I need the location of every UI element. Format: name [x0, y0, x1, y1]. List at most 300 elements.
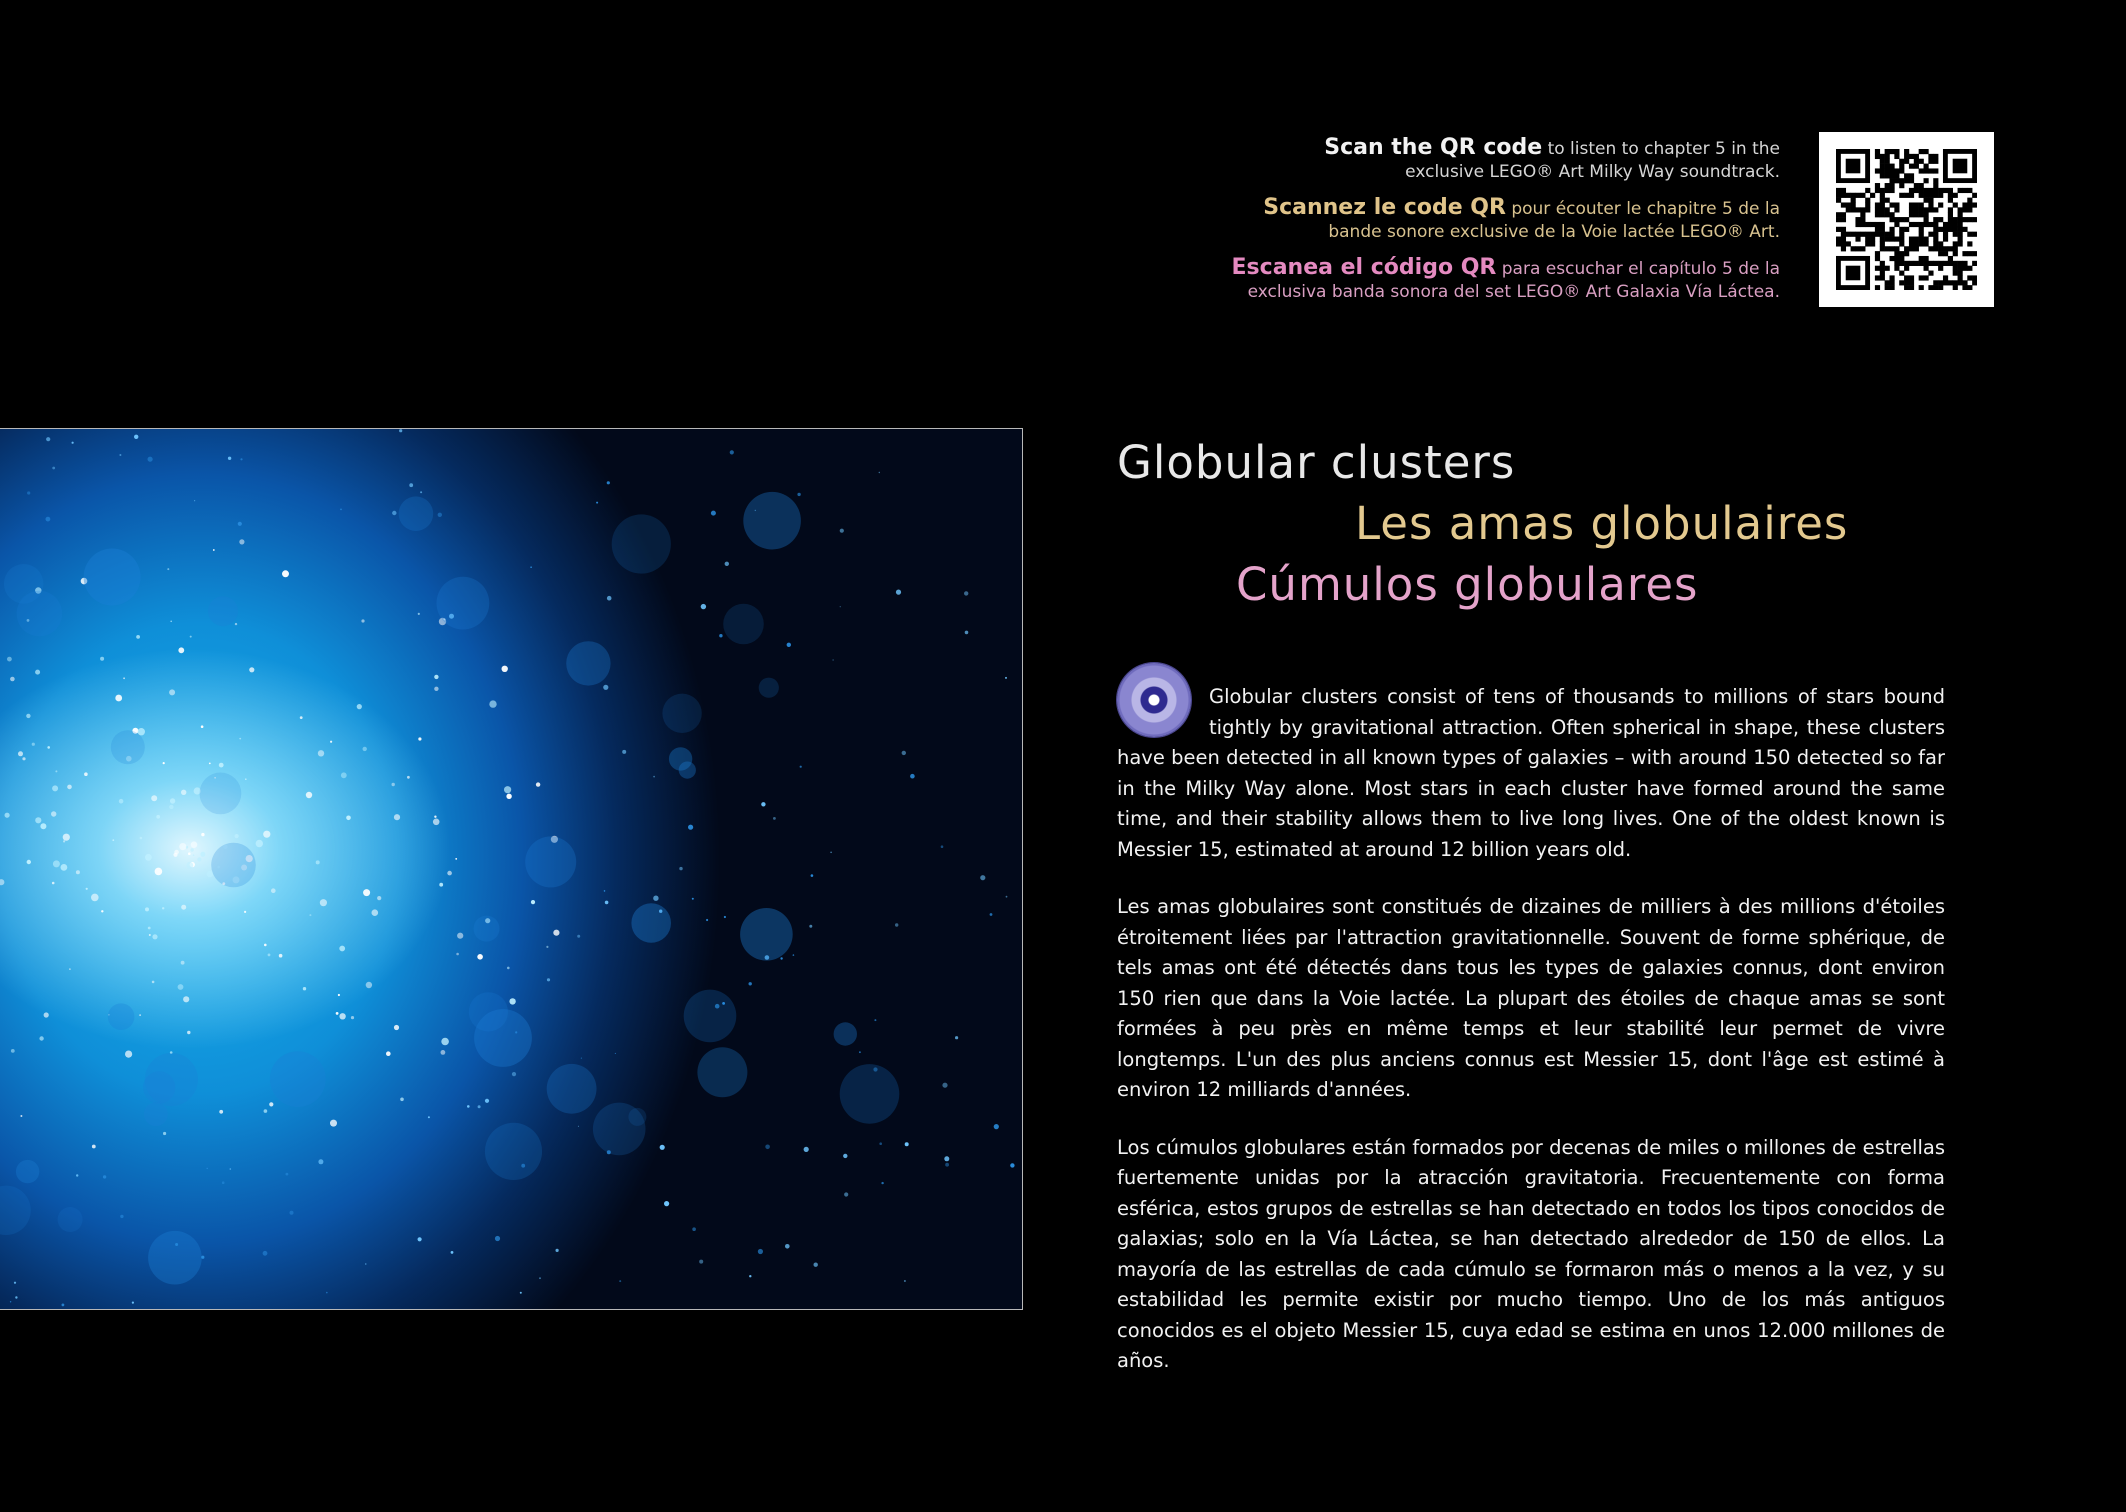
star — [134, 435, 138, 439]
star — [5, 813, 10, 818]
qr-module — [1880, 261, 1885, 266]
star — [840, 529, 844, 533]
star — [765, 1145, 770, 1150]
star — [235, 623, 237, 625]
qr-module — [1841, 193, 1846, 198]
star — [467, 1105, 470, 1108]
qr-module — [1860, 193, 1865, 198]
star — [207, 871, 213, 877]
qr-module — [1938, 251, 1943, 256]
qr-module — [1967, 232, 1972, 237]
qr-module — [1904, 149, 1909, 154]
qr-module — [1894, 222, 1899, 227]
qr-module — [1958, 237, 1963, 242]
qr-module — [1928, 271, 1933, 276]
qr-module — [1933, 246, 1938, 251]
qr-module — [1933, 285, 1938, 290]
star — [136, 635, 140, 639]
qr-module — [1928, 159, 1933, 164]
star — [340, 509, 342, 511]
qr-module — [1889, 168, 1894, 173]
star — [152, 981, 155, 984]
star — [40, 823, 46, 829]
qr-module — [1972, 275, 1977, 280]
star — [18, 751, 23, 756]
nebula-glow — [723, 604, 764, 645]
star — [879, 1142, 882, 1145]
qr-module — [1836, 217, 1841, 222]
qr-module — [1919, 202, 1924, 207]
qr-module — [1860, 207, 1865, 212]
qr-module — [1914, 188, 1919, 193]
star — [536, 782, 540, 786]
qr-module — [1938, 280, 1943, 285]
star — [187, 1031, 190, 1034]
qr-module — [1924, 222, 1929, 227]
star — [290, 1211, 294, 1215]
star — [52, 467, 55, 470]
qr-module — [1967, 251, 1972, 256]
star — [123, 677, 125, 679]
qr-module — [1904, 193, 1909, 198]
qr-module — [1880, 241, 1885, 246]
star — [944, 1156, 949, 1161]
star — [125, 1051, 132, 1058]
nebula-glow — [17, 591, 63, 637]
star — [905, 1142, 909, 1146]
qr-module — [1899, 241, 1904, 246]
qr-module — [1860, 217, 1865, 222]
star — [438, 513, 442, 517]
qr-module — [1904, 251, 1909, 256]
qr-module — [1851, 207, 1856, 212]
nebula-glow — [437, 577, 490, 630]
star — [140, 837, 143, 840]
nebula-glow — [740, 908, 793, 961]
qr-module — [1953, 251, 1958, 256]
qr-module — [1943, 227, 1948, 232]
qr-module — [1933, 217, 1938, 222]
qr-module — [1919, 227, 1924, 232]
nebula-glow — [148, 1231, 202, 1285]
star — [955, 1036, 958, 1039]
qr-module — [1846, 193, 1851, 198]
qr-module — [1924, 261, 1929, 266]
star — [692, 898, 694, 900]
star — [92, 1145, 96, 1149]
qr-module — [1928, 232, 1933, 237]
qr-module — [1846, 232, 1851, 237]
qr-module — [1855, 246, 1860, 251]
star — [152, 934, 157, 939]
star — [320, 899, 327, 906]
qr-module — [1928, 202, 1933, 207]
star — [394, 1025, 399, 1030]
star — [502, 666, 508, 672]
star — [170, 621, 172, 623]
star — [420, 491, 422, 493]
qr-module — [1958, 217, 1963, 222]
qr-module — [1919, 237, 1924, 242]
star — [797, 493, 800, 496]
qr-module — [1889, 188, 1894, 193]
star — [240, 458, 242, 460]
qr-module — [1889, 202, 1894, 207]
star — [20, 1115, 22, 1117]
qr-instruction-en-text-2: exclusive LEGO® Art Milky Way soundtrack. — [1405, 162, 1780, 182]
qr-code-pattern — [1836, 149, 1977, 290]
star — [578, 1126, 579, 1127]
qr-module — [1841, 217, 1846, 222]
star — [833, 659, 834, 660]
qr-module — [1894, 217, 1899, 222]
qr-module — [1914, 202, 1919, 207]
qr-module — [1894, 246, 1899, 251]
star — [148, 927, 151, 930]
star — [51, 811, 56, 816]
star — [942, 1083, 947, 1088]
star — [263, 1251, 268, 1256]
qr-module — [1894, 173, 1899, 178]
qr-module — [1967, 202, 1972, 207]
star — [902, 751, 906, 755]
star — [145, 907, 149, 911]
star — [546, 946, 548, 948]
star — [377, 896, 381, 900]
star — [86, 888, 88, 890]
qr-module — [1909, 280, 1914, 285]
star — [539, 1277, 541, 1279]
qr-module — [1851, 232, 1856, 237]
qr-module — [1889, 164, 1894, 169]
star — [361, 619, 364, 622]
star — [392, 511, 396, 515]
nebula-glow — [0, 1186, 31, 1235]
star — [619, 1280, 621, 1282]
qr-module — [1880, 227, 1885, 232]
star — [286, 1173, 289, 1176]
star — [219, 763, 224, 768]
qr-module — [1865, 222, 1870, 227]
qr-module — [1851, 202, 1856, 207]
qr-module — [1958, 207, 1963, 212]
qr-module — [1885, 237, 1890, 242]
qr-module — [1972, 193, 1977, 198]
qr-module — [1962, 251, 1967, 256]
qr-module — [1953, 241, 1958, 246]
star — [351, 1016, 354, 1019]
star — [346, 816, 351, 821]
star — [91, 894, 99, 902]
qr-module — [1885, 159, 1890, 164]
qr-module — [1904, 266, 1909, 271]
qr-module — [1972, 202, 1977, 207]
star — [76, 1174, 78, 1176]
qr-module — [1967, 285, 1972, 290]
qr-module — [1967, 207, 1972, 212]
qr-module — [1933, 261, 1938, 266]
qr-module — [1938, 227, 1943, 232]
qr-module — [1938, 193, 1943, 198]
qr-module — [1919, 149, 1924, 154]
star — [115, 695, 122, 702]
qr-module — [1924, 164, 1929, 169]
qr-module — [1904, 280, 1909, 285]
star — [945, 1163, 949, 1167]
qr-module — [1885, 173, 1890, 178]
star — [980, 875, 985, 880]
star — [156, 815, 160, 819]
paragraph-english — [1117, 682, 1945, 865]
qr-instruction-en-bold: Scan the QR code — [1324, 135, 1543, 160]
star — [489, 700, 496, 707]
qr-module — [1958, 227, 1963, 232]
qr-module — [1914, 222, 1919, 227]
qr-module — [1928, 246, 1933, 251]
qr-module — [1899, 237, 1904, 242]
qr-module — [1953, 222, 1958, 227]
qr-module — [1924, 207, 1929, 212]
qr-module — [1899, 164, 1904, 169]
star — [101, 910, 103, 912]
star — [46, 517, 51, 522]
nebula-glow — [58, 1207, 83, 1232]
star — [103, 1175, 106, 1178]
star — [904, 1280, 906, 1282]
qr-module — [1909, 212, 1914, 217]
qr-module — [1948, 280, 1953, 285]
star — [282, 570, 289, 577]
qr-module — [1875, 275, 1880, 280]
star — [330, 1120, 337, 1127]
qr-module — [1875, 154, 1880, 159]
qr-module — [1899, 193, 1904, 198]
star — [724, 916, 726, 918]
qr-module — [1889, 285, 1894, 290]
star — [706, 919, 708, 921]
qr-module — [1880, 275, 1885, 280]
star — [749, 982, 752, 985]
star — [409, 483, 413, 487]
qr-module — [1919, 207, 1924, 212]
title-french: Les amas globulaires — [1355, 497, 1849, 550]
star — [843, 1154, 847, 1158]
qr-module — [1953, 261, 1958, 266]
qr-instruction-en — [1080, 136, 1780, 184]
star — [787, 643, 791, 647]
qr-module — [1894, 154, 1899, 159]
qr-module — [1885, 168, 1890, 173]
qr-module — [1909, 188, 1914, 193]
star — [167, 568, 169, 570]
star — [363, 889, 370, 896]
title-spanish: Cúmulos globulares — [1236, 558, 1699, 611]
qr-module — [1928, 193, 1933, 198]
qr-module — [1924, 266, 1929, 271]
qr-module — [1938, 261, 1943, 266]
star — [235, 834, 239, 838]
qr-module — [1919, 159, 1924, 164]
star — [341, 772, 347, 778]
star — [1005, 677, 1007, 679]
star — [163, 762, 165, 764]
qr-module — [1909, 193, 1914, 198]
star — [780, 957, 782, 959]
qr-module — [1894, 149, 1899, 154]
star — [664, 1201, 669, 1206]
star — [547, 978, 550, 981]
star — [61, 864, 68, 871]
qr-module — [1885, 198, 1890, 203]
star — [434, 687, 438, 691]
qr-instruction-en-text: to listen to chapter 5 in the — [1542, 139, 1780, 159]
qr-module — [1865, 241, 1870, 246]
star — [773, 817, 776, 820]
star — [155, 868, 163, 876]
star — [201, 725, 204, 728]
qr-module — [1962, 285, 1967, 290]
qr-module — [1919, 222, 1924, 227]
star — [881, 1182, 883, 1184]
qr-module — [1870, 237, 1875, 242]
star — [39, 1036, 43, 1040]
star — [338, 994, 340, 996]
qr-module — [1889, 183, 1894, 188]
qr-module — [1914, 212, 1919, 217]
star — [730, 450, 734, 454]
qr-module — [1962, 217, 1967, 222]
qr-module — [1860, 222, 1865, 227]
star — [607, 596, 612, 601]
star — [263, 831, 270, 838]
qr-module — [1894, 256, 1899, 261]
qr-module — [1967, 275, 1972, 280]
qr-module — [1899, 232, 1904, 237]
qr-module — [1841, 202, 1846, 207]
qr-module — [1924, 217, 1929, 222]
qr-module — [1875, 202, 1880, 207]
star — [844, 1192, 848, 1196]
qr-module — [1846, 207, 1851, 212]
qr-module — [1909, 173, 1914, 178]
qr-module — [1924, 168, 1929, 173]
star — [300, 716, 303, 719]
star — [455, 858, 457, 860]
nebula-glow — [566, 641, 610, 685]
star — [32, 743, 35, 746]
audio-disc-icon[interactable] — [1117, 663, 1191, 737]
nebula-glow — [697, 1047, 747, 1097]
qr-instruction-fr-text: pour écouter le chapitre 5 de la — [1505, 199, 1780, 219]
star — [577, 935, 580, 938]
qr-module — [1894, 168, 1899, 173]
qr-module — [1885, 232, 1890, 237]
qr-module — [1880, 237, 1885, 242]
qr-module — [1914, 237, 1919, 242]
qr-module — [1894, 178, 1899, 183]
star — [318, 1159, 323, 1164]
star — [26, 714, 30, 718]
qr-module — [1875, 256, 1880, 261]
qr-module — [1958, 280, 1963, 285]
qr-module — [1909, 275, 1914, 280]
star — [44, 1012, 49, 1017]
qr-module — [1924, 237, 1929, 242]
star — [830, 852, 832, 854]
qr-module — [1860, 232, 1865, 237]
qr-module — [1924, 188, 1929, 193]
star — [653, 896, 658, 901]
qr-module — [1870, 241, 1875, 246]
star — [761, 802, 765, 806]
qr-module — [1899, 217, 1904, 222]
qr-module — [1885, 246, 1890, 251]
qr-module — [1924, 212, 1929, 217]
qr-module — [1885, 149, 1890, 154]
star — [306, 792, 312, 798]
star — [418, 613, 420, 615]
qr-module — [1943, 275, 1948, 280]
qr-module — [1885, 183, 1890, 188]
qr-module — [1909, 222, 1914, 227]
qr-finder-module — [1953, 159, 1968, 174]
star — [269, 1102, 273, 1106]
qr-module — [1875, 183, 1880, 188]
qr-instruction-es-bold: Escanea el código QR — [1231, 255, 1497, 280]
qr-module — [1943, 251, 1948, 256]
qr-module — [1889, 280, 1894, 285]
qr-module — [1894, 251, 1899, 256]
paragraph-spanish: Los cúmulos globulares están formados por decenas de miles o millones de estrellas fuertemente unidas por la atracción gravitatoria. Frecuentemente con forma esférica, estos grupos de estrellas se han detectado en todos los tipos conocidos de galaxias; solo en la Vía Láctea, se han detectado alrededor de 150 de ellos. La mayoría de las estrellas de cada cúmulo se formaron más o menos a la vez, y su estabilidad les permite existir por mucho tiempo. Uno de los más antiguos conocidos es el objeto Messier 15, cuya edad se estima en unos 12.000 millones de años. — [1117, 1135, 1945, 1372]
qr-module — [1894, 202, 1899, 207]
star — [372, 909, 379, 916]
qr-module — [1967, 266, 1972, 271]
qr-module — [1880, 159, 1885, 164]
qr-module — [1885, 207, 1890, 212]
star — [264, 944, 267, 947]
star — [785, 1244, 790, 1249]
star — [660, 1145, 665, 1150]
qr-module — [1880, 271, 1885, 276]
qr-module — [1870, 232, 1875, 237]
star — [181, 905, 186, 910]
star — [213, 549, 215, 551]
qr-module — [1928, 154, 1933, 159]
star — [67, 785, 72, 790]
qr-module — [1889, 275, 1894, 280]
star — [63, 840, 65, 842]
qr-module — [1894, 207, 1899, 212]
qr-module — [1841, 227, 1846, 232]
star — [10, 677, 15, 682]
qr-module — [1875, 188, 1880, 193]
star — [433, 819, 440, 826]
qr-module — [1938, 246, 1943, 251]
qr-module — [1943, 237, 1948, 242]
nebula-glow — [211, 843, 256, 888]
star — [72, 442, 74, 444]
star — [201, 833, 204, 836]
qr-code-icon[interactable] — [1819, 132, 1994, 307]
qr-module — [1928, 261, 1933, 266]
qr-module — [1875, 212, 1880, 217]
qr-module — [1865, 188, 1870, 193]
qr-module — [1924, 149, 1929, 154]
qr-module — [1855, 217, 1860, 222]
nebula-glow — [631, 903, 671, 943]
qr-module — [1904, 285, 1909, 290]
qr-module — [1933, 193, 1938, 198]
